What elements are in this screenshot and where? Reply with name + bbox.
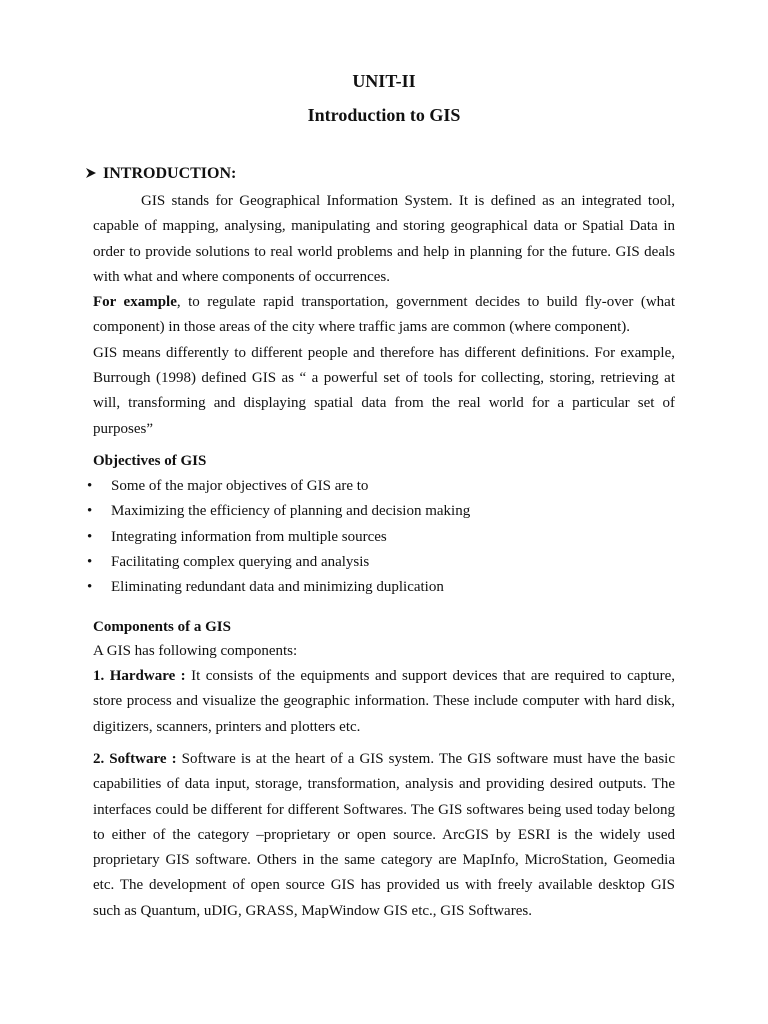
components-intro: A GIS has following components:: [93, 643, 298, 659]
hardware-label: 1. Hardware :: [93, 668, 186, 684]
list-item: [87, 475, 470, 500]
list-item-text: Maximizing the efficiency of planning and decision making: [111, 503, 471, 520]
list-item-text: Some of the major objectives of GIS are to: [111, 478, 369, 494]
section-heading: [85, 163, 236, 185]
bullet-icon: •: [87, 579, 93, 596]
arrow-bullet-icon: [85, 163, 103, 185]
example-paragraph: [93, 290, 675, 341]
definitions-paragraph: GIS means differently to different people and therefore has different definitions. For example, Burrough (1998) defined GIS as “ a powerful set of tools for collecting, storing, retrieving at will, transforming and displaying spatial data from the real world for a particular set of purposes”: [93, 344, 675, 437]
section-heading-text: INTRODUCTION:: [103, 165, 237, 182]
objectives-heading: Objectives of GIS: [93, 453, 207, 469]
bullet-icon: •: [87, 528, 93, 545]
list-item: [87, 500, 470, 525]
list-item: [87, 526, 470, 551]
bullet-icon: •: [87, 553, 93, 570]
bullet-icon: •: [87, 478, 93, 494]
hardware-paragraph: [93, 664, 675, 740]
objectives-list: [87, 475, 470, 601]
software-label: 2. Software :: [93, 751, 177, 767]
example-text: , to regulate rapid transportation, government decides to build fly-over (what component) in those areas of the city where traffic jams are common (where component).: [93, 294, 675, 336]
example-label: For example: [93, 294, 177, 311]
bullet-icon: •: [87, 503, 93, 520]
software-block: [93, 747, 675, 924]
components-heading: Components of a GIS: [93, 619, 231, 635]
intro-block: [93, 189, 675, 442]
list-item-text: Eliminating redundant data and minimizing duplication: [111, 579, 444, 596]
intro-paragraph: GIS stands for Geographical Information System. It is defined as an integrated tool, capable of mapping, analysing, manipulating and storing geographical data or Spatial Data in order to provide solutions to real world problems and help in planning for the future. GIS deals with what and where components of occurrences.: [93, 193, 675, 285]
hardware-text: It consists of the equipments and support devices that are required to capture, store process and visualize the geographic information. These include computer with hard disk, digitizers, scanners, printers and plotters etc.: [93, 668, 675, 735]
hardware-block: [93, 664, 675, 740]
list-item: [87, 576, 470, 601]
list-item-text: Integrating information from multiple sources: [111, 528, 387, 545]
software-paragraph: [93, 747, 675, 924]
page-title: Introduction to GIS: [307, 105, 461, 125]
software-text: Software is at the heart of a GIS system. The GIS software must have the basic capabilities of data input, storage, transformation, analysis and providing desired outputs. The interfaces could be different for different Softwares. The GIS softwares being used today belong to either of the category –proprietary or open source. ArcGIS by ESRI is the widely used proprietary GIS software. Others in the same category are MapInfo, MicroStation, Geomedia etc. The development of open source GIS has provided us with freely available desktop GIS such as Quantum, uDIG, GRASS, MapWindow GIS etc., GIS Softwares.: [93, 751, 675, 919]
unit-label: UNIT-II: [352, 71, 416, 91]
list-item-text: Facilitating complex querying and analysis: [111, 553, 370, 570]
list-item: [87, 551, 470, 576]
